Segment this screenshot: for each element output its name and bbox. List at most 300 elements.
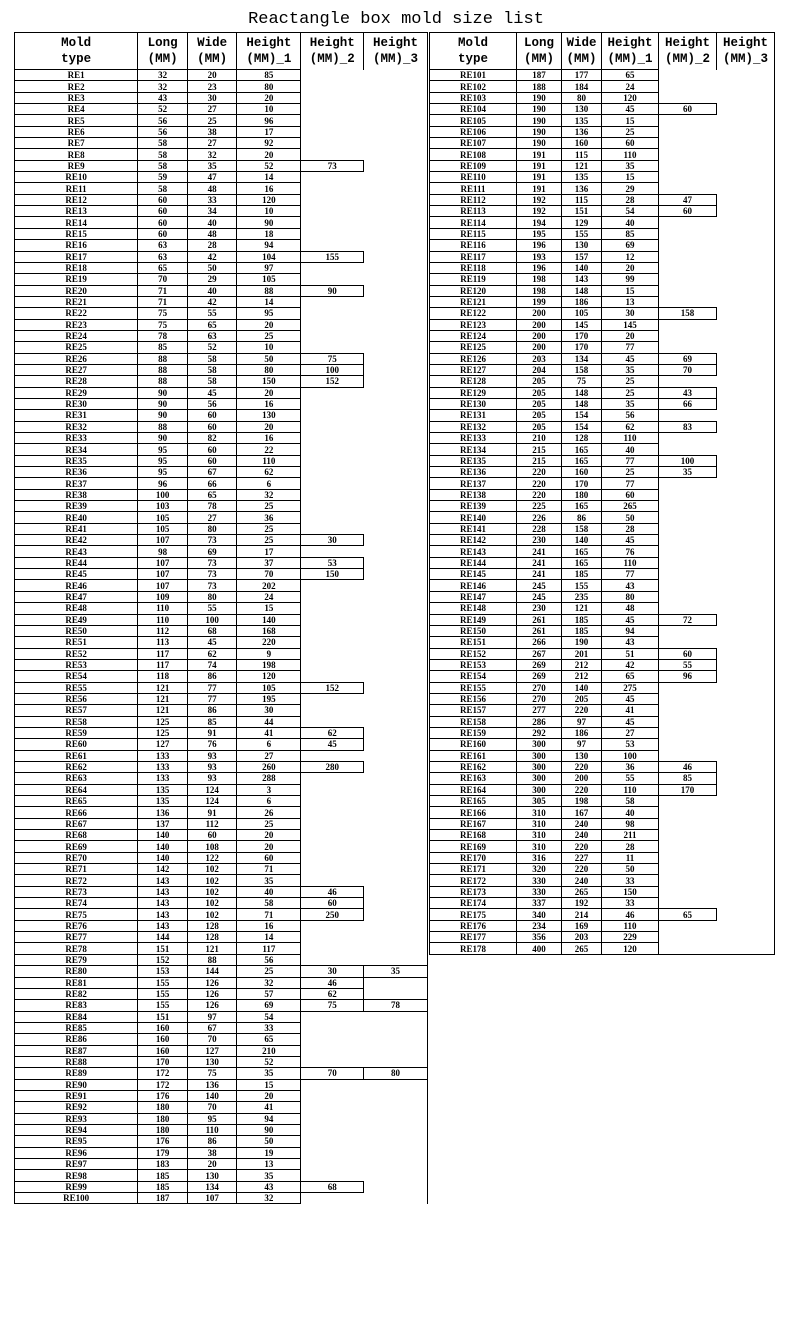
cell-wide: 170 bbox=[562, 478, 602, 489]
cell-height-3 bbox=[364, 398, 428, 409]
cell-long: 153 bbox=[138, 966, 188, 977]
cell-wide: 112 bbox=[187, 818, 237, 829]
cell-height-1: 10 bbox=[237, 104, 301, 115]
cell-mold-type: RE117 bbox=[430, 251, 517, 262]
table-row bbox=[430, 126, 775, 137]
cell-height-2 bbox=[659, 818, 717, 829]
cell-height-1: 77 bbox=[602, 455, 659, 466]
cell-mold-type: RE1 bbox=[15, 70, 138, 81]
cell-wide: 185 bbox=[562, 569, 602, 580]
cell-height-3 bbox=[364, 342, 428, 353]
cell-mold-type: RE80 bbox=[15, 966, 138, 977]
cell-mold-type: RE133 bbox=[430, 433, 517, 444]
cell-long: 160 bbox=[138, 1034, 188, 1045]
cell-long: 172 bbox=[138, 1068, 188, 1079]
cell-long: 133 bbox=[138, 750, 188, 761]
table-row bbox=[15, 557, 428, 568]
cell-wide: 93 bbox=[187, 773, 237, 784]
cell-long: 110 bbox=[138, 603, 188, 614]
cell-long: 113 bbox=[138, 637, 188, 648]
cell-mold-type: RE45 bbox=[15, 569, 138, 580]
cell-long: 194 bbox=[517, 217, 562, 228]
table-row bbox=[15, 489, 428, 500]
cell-height-2 bbox=[659, 330, 717, 341]
cell-height-3 bbox=[364, 671, 428, 682]
cell-height-3 bbox=[717, 557, 775, 568]
cell-wide: 240 bbox=[562, 818, 602, 829]
cell-wide: 126 bbox=[187, 988, 237, 999]
cell-mold-type: RE76 bbox=[15, 920, 138, 931]
cell-long: 183 bbox=[138, 1159, 188, 1170]
cell-height-3: 78 bbox=[364, 1000, 428, 1011]
cell-height-3 bbox=[364, 364, 428, 375]
cell-wide: 134 bbox=[562, 353, 602, 364]
cell-height-3 bbox=[717, 126, 775, 137]
cell-height-2: 62 bbox=[301, 988, 364, 999]
cell-height-3 bbox=[717, 194, 775, 205]
cell-wide: 130 bbox=[562, 750, 602, 761]
cell-height-1: 117 bbox=[237, 943, 301, 954]
cell-height-1: 35 bbox=[602, 364, 659, 375]
table-row bbox=[15, 444, 428, 455]
cell-height-2 bbox=[659, 126, 717, 137]
cell-height-2: 60 bbox=[659, 648, 717, 659]
cell-height-2 bbox=[301, 308, 364, 319]
cell-height-3 bbox=[717, 149, 775, 160]
cell-wide: 102 bbox=[187, 875, 237, 886]
table-row bbox=[430, 727, 775, 738]
cell-long: 143 bbox=[138, 920, 188, 931]
cell-height-2 bbox=[301, 603, 364, 614]
cell-long: 200 bbox=[517, 308, 562, 319]
cell-height-3 bbox=[717, 70, 775, 81]
cell-wide: 58 bbox=[187, 376, 237, 387]
cell-height-3 bbox=[364, 705, 428, 716]
cell-height-3 bbox=[717, 92, 775, 103]
cell-height-2 bbox=[659, 512, 717, 523]
cell-height-1: 20 bbox=[237, 92, 301, 103]
cell-height-2 bbox=[659, 115, 717, 126]
cell-mold-type: RE130 bbox=[430, 398, 517, 409]
table-row bbox=[15, 296, 428, 307]
cell-long: 180 bbox=[138, 1102, 188, 1113]
cell-wide: 220 bbox=[562, 761, 602, 772]
cell-height-1: 110 bbox=[602, 557, 659, 568]
table-row bbox=[15, 70, 428, 81]
cell-mold-type: RE52 bbox=[15, 648, 138, 659]
cell-height-1: 150 bbox=[237, 376, 301, 387]
table-row bbox=[430, 625, 775, 636]
cell-height-3 bbox=[717, 81, 775, 92]
cell-long: 300 bbox=[517, 739, 562, 750]
cell-height-3 bbox=[364, 455, 428, 466]
cell-height-3 bbox=[364, 330, 428, 341]
cell-wide: 122 bbox=[187, 852, 237, 863]
cell-long: 200 bbox=[517, 330, 562, 341]
table-row bbox=[430, 433, 775, 444]
cell-long: 71 bbox=[138, 285, 188, 296]
cell-long: 32 bbox=[138, 70, 188, 81]
cell-mold-type: RE70 bbox=[15, 852, 138, 863]
cell-long: 337 bbox=[517, 898, 562, 909]
cell-height-1: 265 bbox=[602, 501, 659, 512]
cell-long: 205 bbox=[517, 398, 562, 409]
table-row bbox=[430, 864, 775, 875]
table-row bbox=[15, 138, 428, 149]
cell-height-1: 110 bbox=[602, 433, 659, 444]
cell-height-1: 62 bbox=[602, 421, 659, 432]
cell-height-2 bbox=[301, 1170, 364, 1181]
cell-height-2 bbox=[301, 818, 364, 829]
cell-height-1: 25 bbox=[602, 376, 659, 387]
cell-height-2 bbox=[659, 228, 717, 239]
cell-wide: 25 bbox=[187, 115, 237, 126]
cell-height-1: 43 bbox=[602, 580, 659, 591]
cell-long: 140 bbox=[138, 841, 188, 852]
cell-mold-type: RE110 bbox=[430, 172, 517, 183]
cell-wide: 28 bbox=[187, 240, 237, 251]
cell-long: 185 bbox=[138, 1170, 188, 1181]
table-row bbox=[430, 523, 775, 534]
cell-mold-type: RE112 bbox=[430, 194, 517, 205]
cell-height-2 bbox=[301, 1193, 364, 1204]
cell-height-1: 54 bbox=[602, 206, 659, 217]
cell-height-2: 96 bbox=[659, 671, 717, 682]
cell-height-3 bbox=[364, 716, 428, 727]
cell-height-1: 110 bbox=[237, 455, 301, 466]
cell-wide: 102 bbox=[187, 886, 237, 897]
cell-mold-type: RE150 bbox=[430, 625, 517, 636]
cell-wide: 58 bbox=[187, 364, 237, 375]
cell-height-1: 145 bbox=[602, 319, 659, 330]
cell-long: 277 bbox=[517, 705, 562, 716]
cell-height-3 bbox=[364, 1034, 428, 1045]
cell-height-1: 20 bbox=[237, 1090, 301, 1101]
cell-mold-type: RE18 bbox=[15, 262, 138, 273]
cell-mold-type: RE26 bbox=[15, 353, 138, 364]
table-row bbox=[430, 682, 775, 693]
cell-height-2 bbox=[301, 1079, 364, 1090]
cell-height-2: 170 bbox=[659, 784, 717, 795]
cell-height-3 bbox=[364, 501, 428, 512]
cell-wide: 60 bbox=[187, 421, 237, 432]
cell-wide: 95 bbox=[187, 1113, 237, 1124]
cell-height-2 bbox=[301, 92, 364, 103]
cell-mold-type: RE31 bbox=[15, 410, 138, 421]
cell-height-2 bbox=[301, 1159, 364, 1170]
table-row bbox=[15, 285, 428, 296]
cell-height-3 bbox=[364, 535, 428, 546]
cell-mold-type: RE21 bbox=[15, 296, 138, 307]
table-row bbox=[15, 1000, 428, 1011]
cell-wide: 203 bbox=[562, 932, 602, 943]
cell-height-1: 15 bbox=[602, 115, 659, 126]
cell-height-1: 195 bbox=[237, 693, 301, 704]
cell-height-1: 100 bbox=[602, 750, 659, 761]
cell-mold-type: RE105 bbox=[430, 115, 517, 126]
cell-long: 155 bbox=[138, 1000, 188, 1011]
cell-height-1: 11 bbox=[602, 852, 659, 863]
table-row bbox=[15, 1113, 428, 1124]
cell-height-3 bbox=[717, 342, 775, 353]
cell-height-1: 71 bbox=[237, 909, 301, 920]
table-row bbox=[15, 943, 428, 954]
cell-wide: 65 bbox=[187, 489, 237, 500]
cell-wide: 151 bbox=[562, 206, 602, 217]
cell-wide: 121 bbox=[187, 943, 237, 954]
cell-long: 180 bbox=[138, 1124, 188, 1135]
cell-height-1: 168 bbox=[237, 625, 301, 636]
cell-mold-type: RE122 bbox=[430, 308, 517, 319]
cell-height-1: 22 bbox=[237, 444, 301, 455]
header-height-3-unit: (MM)_3 bbox=[373, 52, 419, 67]
cell-height-1: 14 bbox=[237, 296, 301, 307]
cell-height-1: 260 bbox=[237, 761, 301, 772]
cell-wide: 136 bbox=[562, 183, 602, 194]
cell-height-1: 41 bbox=[237, 727, 301, 738]
cell-mold-type: RE128 bbox=[430, 376, 517, 387]
table-row bbox=[15, 1079, 428, 1090]
table-row bbox=[430, 807, 775, 818]
cell-height-1: 46 bbox=[602, 909, 659, 920]
cell-mold-type: RE91 bbox=[15, 1090, 138, 1101]
table-row bbox=[15, 761, 428, 772]
cell-height-1: 20 bbox=[237, 421, 301, 432]
cell-wide: 220 bbox=[562, 705, 602, 716]
cell-height-2 bbox=[301, 796, 364, 807]
cell-height-2 bbox=[659, 274, 717, 285]
table-row bbox=[430, 796, 775, 807]
cell-height-1: 211 bbox=[602, 830, 659, 841]
table-row bbox=[15, 81, 428, 92]
cell-height-1: 65 bbox=[237, 1034, 301, 1045]
cell-wide: 148 bbox=[562, 285, 602, 296]
cell-mold-type: RE66 bbox=[15, 807, 138, 818]
cell-height-1: 6 bbox=[237, 478, 301, 489]
table-row bbox=[430, 467, 775, 478]
table-row bbox=[15, 501, 428, 512]
cell-height-2: 69 bbox=[659, 353, 717, 364]
cell-long: 230 bbox=[517, 535, 562, 546]
table-row bbox=[430, 398, 775, 409]
cell-height-2: 155 bbox=[301, 251, 364, 262]
cell-wide: 73 bbox=[187, 569, 237, 580]
cell-long: 90 bbox=[138, 398, 188, 409]
cell-height-3 bbox=[717, 716, 775, 727]
cell-height-2 bbox=[659, 898, 717, 909]
cell-height-1: 33 bbox=[602, 898, 659, 909]
cell-long: 135 bbox=[138, 784, 188, 795]
cell-wide: 27 bbox=[187, 512, 237, 523]
table-row bbox=[430, 546, 775, 557]
cell-height-2 bbox=[659, 637, 717, 648]
cell-height-2 bbox=[301, 1113, 364, 1124]
header-height-3 bbox=[364, 33, 428, 70]
table-row bbox=[430, 262, 775, 273]
table-row bbox=[430, 591, 775, 602]
cell-height-1: 44 bbox=[237, 716, 301, 727]
cell-wide: 80 bbox=[562, 92, 602, 103]
cell-height-3 bbox=[717, 523, 775, 534]
cell-height-2 bbox=[301, 217, 364, 228]
cell-long: 65 bbox=[138, 262, 188, 273]
cell-height-3 bbox=[364, 739, 428, 750]
cell-height-1: 27 bbox=[602, 727, 659, 738]
cell-wide: 102 bbox=[187, 864, 237, 875]
cell-mold-type: RE27 bbox=[15, 364, 138, 375]
cell-height-3 bbox=[364, 296, 428, 307]
table-row bbox=[430, 943, 775, 954]
cell-height-1: 13 bbox=[602, 296, 659, 307]
cell-wide: 48 bbox=[187, 228, 237, 239]
cell-long: 105 bbox=[138, 523, 188, 534]
table-row bbox=[15, 217, 428, 228]
table-row bbox=[15, 126, 428, 137]
cell-mold-type: RE48 bbox=[15, 603, 138, 614]
cell-height-1: 6 bbox=[237, 739, 301, 750]
cell-long: 58 bbox=[138, 183, 188, 194]
cell-height-2 bbox=[301, 693, 364, 704]
cell-long: 195 bbox=[517, 228, 562, 239]
cell-mold-type: RE5 bbox=[15, 115, 138, 126]
header-height-2-unit: (MM)_2 bbox=[664, 52, 710, 67]
cell-mold-type: RE139 bbox=[430, 501, 517, 512]
cell-height-3 bbox=[717, 319, 775, 330]
cell-mold-type: RE163 bbox=[430, 773, 517, 784]
table-row bbox=[15, 535, 428, 546]
table-row bbox=[430, 909, 775, 920]
cell-wide: 23 bbox=[187, 81, 237, 92]
table-row bbox=[15, 773, 428, 784]
cell-height-2 bbox=[301, 954, 364, 965]
cell-height-1: 70 bbox=[237, 569, 301, 580]
cell-long: 305 bbox=[517, 796, 562, 807]
cell-height-3 bbox=[717, 433, 775, 444]
cell-height-1: 43 bbox=[237, 1181, 301, 1192]
cell-wide: 134 bbox=[187, 1181, 237, 1192]
header-height-2 bbox=[659, 33, 717, 70]
table-row bbox=[430, 659, 775, 670]
cell-height-2 bbox=[301, 1090, 364, 1101]
table-row bbox=[430, 160, 775, 171]
cell-long: 199 bbox=[517, 296, 562, 307]
cell-height-2 bbox=[301, 501, 364, 512]
table-row bbox=[430, 194, 775, 205]
cell-mold-type: RE15 bbox=[15, 228, 138, 239]
cell-mold-type: RE147 bbox=[430, 591, 517, 602]
table-row bbox=[15, 353, 428, 364]
header-height-1-label: Height bbox=[246, 36, 292, 50]
cell-long: 241 bbox=[517, 557, 562, 568]
cell-long: 200 bbox=[517, 319, 562, 330]
table-row bbox=[15, 603, 428, 614]
cell-height-1: 105 bbox=[237, 682, 301, 693]
cell-height-3 bbox=[717, 898, 775, 909]
table-row bbox=[15, 682, 428, 693]
cell-long: 88 bbox=[138, 376, 188, 387]
cell-long: 230 bbox=[517, 603, 562, 614]
cell-height-2 bbox=[659, 285, 717, 296]
cell-wide: 55 bbox=[187, 603, 237, 614]
cell-height-3 bbox=[717, 648, 775, 659]
cell-height-3 bbox=[364, 319, 428, 330]
cell-mold-type: RE127 bbox=[430, 364, 517, 375]
cell-mold-type: RE101 bbox=[430, 70, 517, 81]
cell-long: 107 bbox=[138, 580, 188, 591]
cell-height-1: 76 bbox=[602, 546, 659, 557]
table-row bbox=[430, 603, 775, 614]
cell-height-3 bbox=[364, 943, 428, 954]
table-row bbox=[15, 104, 428, 115]
cell-long: 143 bbox=[138, 909, 188, 920]
table-row bbox=[430, 739, 775, 750]
cell-wide: 121 bbox=[562, 160, 602, 171]
cell-height-3 bbox=[364, 830, 428, 841]
cell-height-3 bbox=[717, 739, 775, 750]
cell-height-1: 60 bbox=[602, 489, 659, 500]
table-row bbox=[15, 1147, 428, 1158]
cell-height-1: 98 bbox=[602, 818, 659, 829]
table-row bbox=[430, 421, 775, 432]
cell-height-3 bbox=[364, 954, 428, 965]
cell-long: 193 bbox=[517, 251, 562, 262]
cell-height-3 bbox=[717, 228, 775, 239]
cell-wide: 65 bbox=[187, 319, 237, 330]
cell-height-1: 69 bbox=[602, 240, 659, 251]
cell-long: 170 bbox=[138, 1056, 188, 1067]
cell-wide: 192 bbox=[562, 898, 602, 909]
cell-long: 60 bbox=[138, 217, 188, 228]
cell-height-1: 90 bbox=[237, 217, 301, 228]
table-row bbox=[15, 1090, 428, 1101]
cell-height-1: 62 bbox=[237, 467, 301, 478]
cell-height-1: 25 bbox=[602, 387, 659, 398]
table-row bbox=[15, 648, 428, 659]
table-row bbox=[430, 489, 775, 500]
cell-long: 190 bbox=[517, 126, 562, 137]
cell-wide: 74 bbox=[187, 659, 237, 670]
table-row bbox=[430, 228, 775, 239]
cell-height-1: 110 bbox=[602, 784, 659, 795]
header-height-1-unit: (MM)_1 bbox=[607, 52, 653, 66]
cell-height-1: 35 bbox=[602, 398, 659, 409]
cell-long: 103 bbox=[138, 501, 188, 512]
cell-long: 205 bbox=[517, 376, 562, 387]
cell-height-1: 94 bbox=[237, 240, 301, 251]
header-long-unit: (MM) bbox=[147, 52, 178, 66]
cell-mold-type: RE103 bbox=[430, 92, 517, 103]
cell-long: 192 bbox=[517, 194, 562, 205]
cell-wide: 140 bbox=[562, 535, 602, 546]
cell-wide: 129 bbox=[562, 217, 602, 228]
cell-mold-type: RE40 bbox=[15, 512, 138, 523]
cell-mold-type: RE2 bbox=[15, 81, 138, 92]
cell-height-1: 28 bbox=[602, 523, 659, 534]
cell-long: 204 bbox=[517, 364, 562, 375]
cell-height-2 bbox=[301, 149, 364, 160]
cell-mold-type: RE107 bbox=[430, 138, 517, 149]
cell-wide: 170 bbox=[562, 330, 602, 341]
cell-wide: 148 bbox=[562, 387, 602, 398]
cell-wide: 80 bbox=[187, 591, 237, 602]
cell-height-2 bbox=[301, 807, 364, 818]
cell-long: 52 bbox=[138, 104, 188, 115]
cell-wide: 29 bbox=[187, 274, 237, 285]
table-row bbox=[15, 977, 428, 988]
cell-long: 316 bbox=[517, 852, 562, 863]
cell-height-1: 60 bbox=[237, 852, 301, 863]
cell-height-3 bbox=[364, 864, 428, 875]
